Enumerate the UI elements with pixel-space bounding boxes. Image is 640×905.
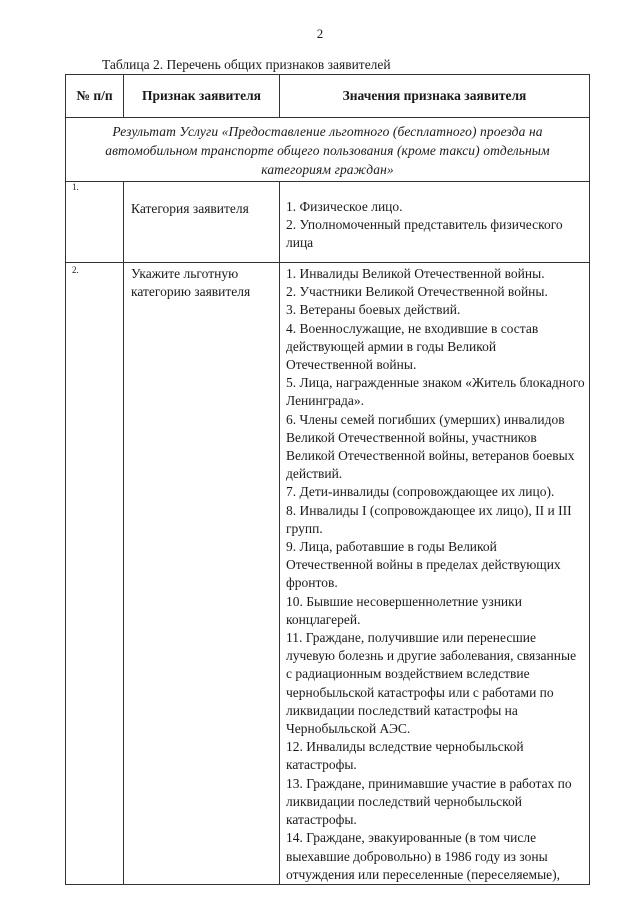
value-item: 3. Ветераны боевых действий. <box>286 302 461 318</box>
value-item: 1. Физическое лицо. <box>286 199 403 214</box>
row-values <box>280 182 590 263</box>
header-num: № п/п <box>66 75 124 118</box>
table-caption: Таблица 2. Перечень общих признаков заявителей <box>102 57 391 72</box>
value-item: 11. Граждане, получившие или перенесшие лучевую болезнь и другие заболевания, связанные с радиационным воздействием вследствие чернобыльской катастрофы или с работами по ликвидации последствий катастрофы на Чернобыльской АЭС. <box>286 630 577 737</box>
result-row <box>66 118 590 182</box>
value-item: 7. Дети-инвалиды (сопровождающее их лицо). <box>286 484 555 500</box>
row-num: 2. <box>66 263 124 885</box>
applicant-attributes-table <box>65 74 590 885</box>
value-item: 14. Граждане, эвакуированные (в том числе выехавшие добровольно) в 1986 году из зоны отчуждения или переселенные (переселяемые), <box>286 830 561 882</box>
row-attribute: Категория заявителя <box>124 182 280 263</box>
value-item: 10. Бывшие несовершеннолетние узники концлагерей. <box>286 593 522 627</box>
value-item: 9. Лица, работавшие в годы Великой Отечественной войны в пределах действующих фронтов. <box>286 539 561 591</box>
table-header-row <box>66 75 590 118</box>
value-item: 2. Участники Великой Отечественной войны. <box>286 284 548 300</box>
result-row-text: Результат Услуги «Предоставление льготного (бесплатного) проезда на автомобильном транспорте общего пользования (кроме такси) отдельным категориям граждан» <box>66 118 590 182</box>
header-values: Значения признака заявителя <box>280 75 590 118</box>
row-attribute: Укажите льготную категорию заявителя <box>124 263 280 885</box>
value-item: 13. Граждане, принимавшие участие в работах по ликвидации последствий чернобыльской катастрофы. <box>286 775 572 828</box>
table-row <box>66 263 590 885</box>
header-attribute: Признак заявителя <box>124 75 280 118</box>
value-item: 6. Члены семей погибших (умерших) инвалидов Великой Отечественной войны, участников Великой Отечественной войны, ветеранов боевых действий. <box>286 411 575 482</box>
value-item: 4. Военнослужащие, не входившие в состав действующей армии в годы Великой Отечественной войны. <box>286 320 539 373</box>
value-item: 12. Инвалиды вследствие чернобыльской катастрофы. <box>286 739 524 773</box>
value-item: 5. Лица, награжденные знаком «Житель блокадного Ленинграда». <box>286 375 585 409</box>
table-row <box>66 182 590 263</box>
value-item: 8. Инвалиды I (сопровождающее их лицо), II и III групп. <box>286 502 572 536</box>
row-values <box>280 263 590 885</box>
value-item: 1. Инвалиды Великой Отечественной войны. <box>286 266 545 281</box>
value-item: 2. Уполномоченный представитель физического лица <box>286 217 563 251</box>
row-num: 1. <box>66 182 124 263</box>
page-number: 2 <box>316 26 324 41</box>
